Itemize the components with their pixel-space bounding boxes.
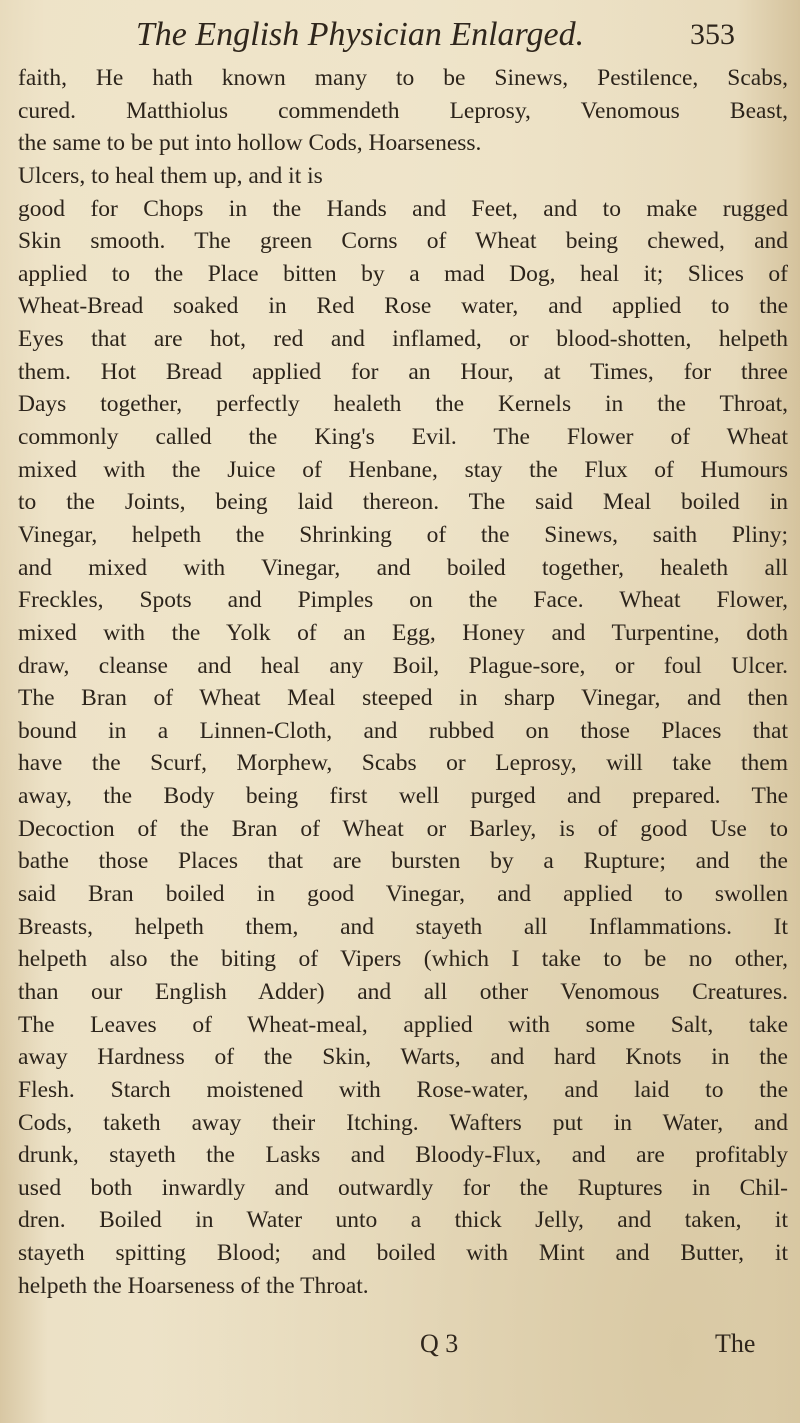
text-line: away, the Body being first well purged and prepared. The [18,783,788,810]
text-line: bound in a Linnen-Cloth, and rubbed on those Places that [18,717,788,744]
text-line: them. Hot Bread applied for an Hour, at Times, for three [18,358,788,385]
text-line: Vinegar, helpeth the Shrinking of the Sinews, saith Pliny; [18,521,788,548]
text-line: Ulcers, to heal them up, and it is [18,162,323,189]
text-line: to the Joints, being laid thereon. The said Meal boiled in [18,489,788,516]
text-line: bathe those Places that are bursten by a Rupture; and the [18,848,788,875]
text-line: Days together, perfectly healeth the Kernels in the Throat, [18,391,788,418]
text-line: The Bran of Wheat Meal steeped in sharp Vinegar, and then [18,685,788,712]
text-line: Cods, taketh away their Itching. Wafters put in Water, and [18,1109,788,1136]
text-line: applied to the Place bitten by a mad Dog, heal it; Slices of [18,260,788,287]
text-line: good for Chops in the Hands and Feet, and to make rugged [18,195,788,222]
page-footer [0,1324,800,1364]
text-line: and mixed with Vinegar, and boiled together, healeth all [18,554,788,581]
running-title: The English Physician Enlarged. [135,16,585,53]
text-line: helpeth the Hoarseness of the Throat. [18,1272,369,1299]
page-header [0,14,800,56]
text-line: Freckles, Spots and Pimples on the Face. Wheat Flower, [18,587,788,614]
text-line: mixed with the Juice of Henbane, stay the Flux of Humours [18,456,788,483]
text-line: dren. Boiled in Water unto a thick Jelly, and taken, it [18,1207,788,1234]
text-line: have the Scurf, Morphew, Scabs or Leprosy, will take them [18,750,788,777]
text-line: Skin smooth. The green Corns of Wheat being chewed, and [18,228,788,255]
text-line: drunk, stayeth the Lasks and Bloody-Flux, and are profitably [18,1142,788,1169]
text-line: than our English Adder) and all other Venomous Creatures. [18,978,788,1005]
text-line: Breasts, helpeth them, and stayeth all Inflammations. It [18,913,788,940]
text-line: mixed with the Yolk of an Egg, Honey and Turpentine, doth [18,619,788,646]
text-line: said Bran boiled in good Vinegar, and applied to swollen [18,881,788,908]
text-line: used both inwardly and outwardly for the Ruptures in Chil- [18,1174,788,1201]
text-line: commonly called the King's Evil. The Flower of Wheat [18,424,788,451]
text-line: away Hardness of the Skin, Warts, and hard Knots in the [18,1044,788,1071]
signature-mark: Q 3 [420,1329,459,1358]
text-line: Decoction of the Bran of Wheat or Barley, is of good Use to [18,815,788,842]
text-line: faith, He hath known many to be Sinews, Pestilence, Scabs, [18,65,788,91]
text-line: cured. Matthiolus commendeth Leprosy, Venomous Beast, [18,97,788,124]
text-line: Eyes that are hot, red and inflamed, or blood-shotten, helpeth [18,326,788,353]
text-line: stayeth spitting Blood; and boiled with Mint and Butter, it [18,1240,788,1267]
text-line: Flesh. Starch moistened with Rose-water, and laid to the [18,1076,788,1103]
text-line: Wheat-Bread soaked in Red Rose water, and applied to the [18,293,788,320]
text-line: draw, cleanse and heal any Boil, Plague-sore, or foul Ulcer. [18,652,788,679]
catchword: The [715,1329,756,1358]
body-text [18,62,788,1302]
text-line: The Leaves of Wheat-meal, applied with some Salt, take [18,1011,788,1038]
text-line: helpeth also the biting of Vipers (which I take to be no other, [18,946,788,973]
page-number: 353 [690,18,735,51]
text-line: the same to be put into hollow Cods, Hoarseness. [18,130,482,157]
